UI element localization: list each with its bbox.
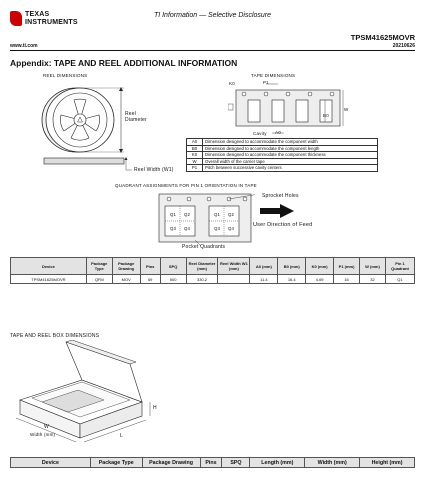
reel-dimensions-table xyxy=(10,257,415,284)
cell-device: TPSM41625MOVR xyxy=(11,275,87,284)
legend-desc: Dimension designed to accommodate the component length xyxy=(203,145,378,152)
col-reel-width: Reel Width W1 (mm) xyxy=(218,258,250,275)
col-width: Width (mm) xyxy=(305,458,360,468)
legend-key: P1 xyxy=(187,165,203,172)
quadrant-q2-right: Q2 xyxy=(228,212,235,217)
page-header-title: TI Information — Selective Disclosure xyxy=(153,12,272,19)
tape-cavity-label: Cavity xyxy=(253,131,267,136)
col-pins: Pins xyxy=(200,458,222,468)
box-l-letter: L xyxy=(120,433,123,439)
col-a0: A0 (mm) xyxy=(250,258,278,275)
col-device: Device xyxy=(11,458,91,468)
cell-p1: 16 xyxy=(334,275,360,284)
cell-reel-width xyxy=(218,275,250,284)
col-reel-diameter: Reel Diameter (mm) xyxy=(186,258,218,275)
reel-diameter-label-2: Diameter xyxy=(125,117,147,123)
col-device: Device xyxy=(11,258,87,275)
col-w: W (mm) xyxy=(360,258,386,275)
legend-desc: Pitch between successive cavity centers xyxy=(203,165,378,172)
cell-k0: 4.69 xyxy=(306,275,334,284)
col-k0: K0 (mm) xyxy=(306,258,334,275)
legend-key: K0 xyxy=(187,152,203,159)
feed-direction-arrow-icon xyxy=(260,203,296,219)
part-number: TPSM41625MOVR xyxy=(350,33,415,42)
reel-diagram xyxy=(30,78,170,178)
tape-w-label: W xyxy=(344,107,349,112)
tape-b0-label: B0 xyxy=(323,113,329,118)
box-w-letter: W xyxy=(44,424,49,430)
brand-line-2: INSTRUMENTS xyxy=(25,19,78,26)
quadrant-diagram xyxy=(155,190,255,248)
reel-diameter-label-1: Reel xyxy=(125,111,137,117)
tape-k0-label: K0 xyxy=(229,81,235,86)
quadrant-q1-left: Q1 xyxy=(170,212,177,217)
box-dimensions-caption: TAPE AND REEL BOX DIMENSIONS xyxy=(10,333,100,339)
document-date: 20210626 xyxy=(392,43,415,49)
col-package-drawing: Package Drawing xyxy=(112,258,140,275)
col-pins: Pins xyxy=(140,258,160,275)
tape-legend-table xyxy=(186,138,378,172)
tape-a0-label: A0 xyxy=(275,130,281,135)
table-header-row xyxy=(11,458,415,468)
col-package-type: Package Type xyxy=(86,258,112,275)
legend-desc: Overall width of the carrier tape xyxy=(203,158,378,165)
table-header-row xyxy=(11,258,415,275)
cell-pins: 69 xyxy=(140,275,160,284)
reel-dimensions-caption: REEL DIMENSIONS xyxy=(43,73,88,78)
cell-spq: 500 xyxy=(160,275,186,284)
sprocket-holes-label: Sprocket Holes xyxy=(262,193,299,199)
col-height: Height (mm) xyxy=(360,458,415,468)
box-width-label: Width (mm) xyxy=(30,432,56,437)
box-dimensions-table xyxy=(10,457,415,468)
tape-dimensions-caption: TAPE DIMENSIONS xyxy=(251,73,296,78)
col-pin1-quadrant: Pin 1 Quadrant xyxy=(385,258,414,275)
cell-pin1-quadrant: Q1 xyxy=(385,275,414,284)
cell-reel-diameter: 330.2 xyxy=(186,275,218,284)
quadrant-q4-left: Q4 xyxy=(184,226,191,231)
header-divider xyxy=(10,50,415,51)
quadrant-q3-left: Q3 xyxy=(170,226,177,231)
legend-desc: Dimension designed to accommodate the component width xyxy=(203,139,378,146)
cell-package-drawing: MOV xyxy=(112,275,140,284)
cell-b0: 16.4 xyxy=(278,275,306,284)
quadrant-caption: QUADRANT ASSIGNMENTS FOR PIN 1 ORIENTATION IN TAPE xyxy=(115,183,257,188)
box-diagram xyxy=(12,340,162,445)
box-h-letter: H xyxy=(153,405,157,411)
col-b0: B0 (mm) xyxy=(278,258,306,275)
col-package-type: Package Type xyxy=(90,458,142,468)
col-spq: SPQ xyxy=(222,458,250,468)
legend-key: W xyxy=(187,158,203,165)
legend-desc: Dimension designed to accommodate the component thickness xyxy=(203,152,378,159)
col-length: Length (mm) xyxy=(250,458,305,468)
brand-line-1: TEXAS xyxy=(25,11,50,18)
quadrant-q2-left: Q2 xyxy=(184,212,191,217)
legend-key: B0 xyxy=(187,145,203,152)
quadrant-q1-right: Q1 xyxy=(214,212,221,217)
tape-diagram xyxy=(228,78,348,138)
appendix-title: Appendix: TAPE AND REEL ADDITIONAL INFORMATION xyxy=(10,58,238,68)
pocket-quadrants-label: Pocket Quadrants xyxy=(182,244,226,250)
legend-row xyxy=(187,165,378,172)
tape-p1-label: P1 xyxy=(263,80,269,85)
table-row xyxy=(11,275,415,284)
cell-package-type: QFM xyxy=(86,275,112,284)
cell-w: 32 xyxy=(360,275,386,284)
col-package-drawing: Package Drawing xyxy=(142,458,200,468)
cell-a0: 11.4 xyxy=(250,275,278,284)
feed-direction-label: User Direction of Feed xyxy=(253,222,313,228)
quadrant-q4-right: Q4 xyxy=(228,226,235,231)
reel-width-label: Reel Width (W1) xyxy=(134,167,174,173)
legend-key: A0 xyxy=(187,139,203,146)
site-url[interactable]: www.ti.com xyxy=(10,43,38,49)
col-p1: P1 (mm) xyxy=(334,258,360,275)
col-spq: SPQ xyxy=(160,258,186,275)
quadrant-q3-right: Q3 xyxy=(214,226,221,231)
